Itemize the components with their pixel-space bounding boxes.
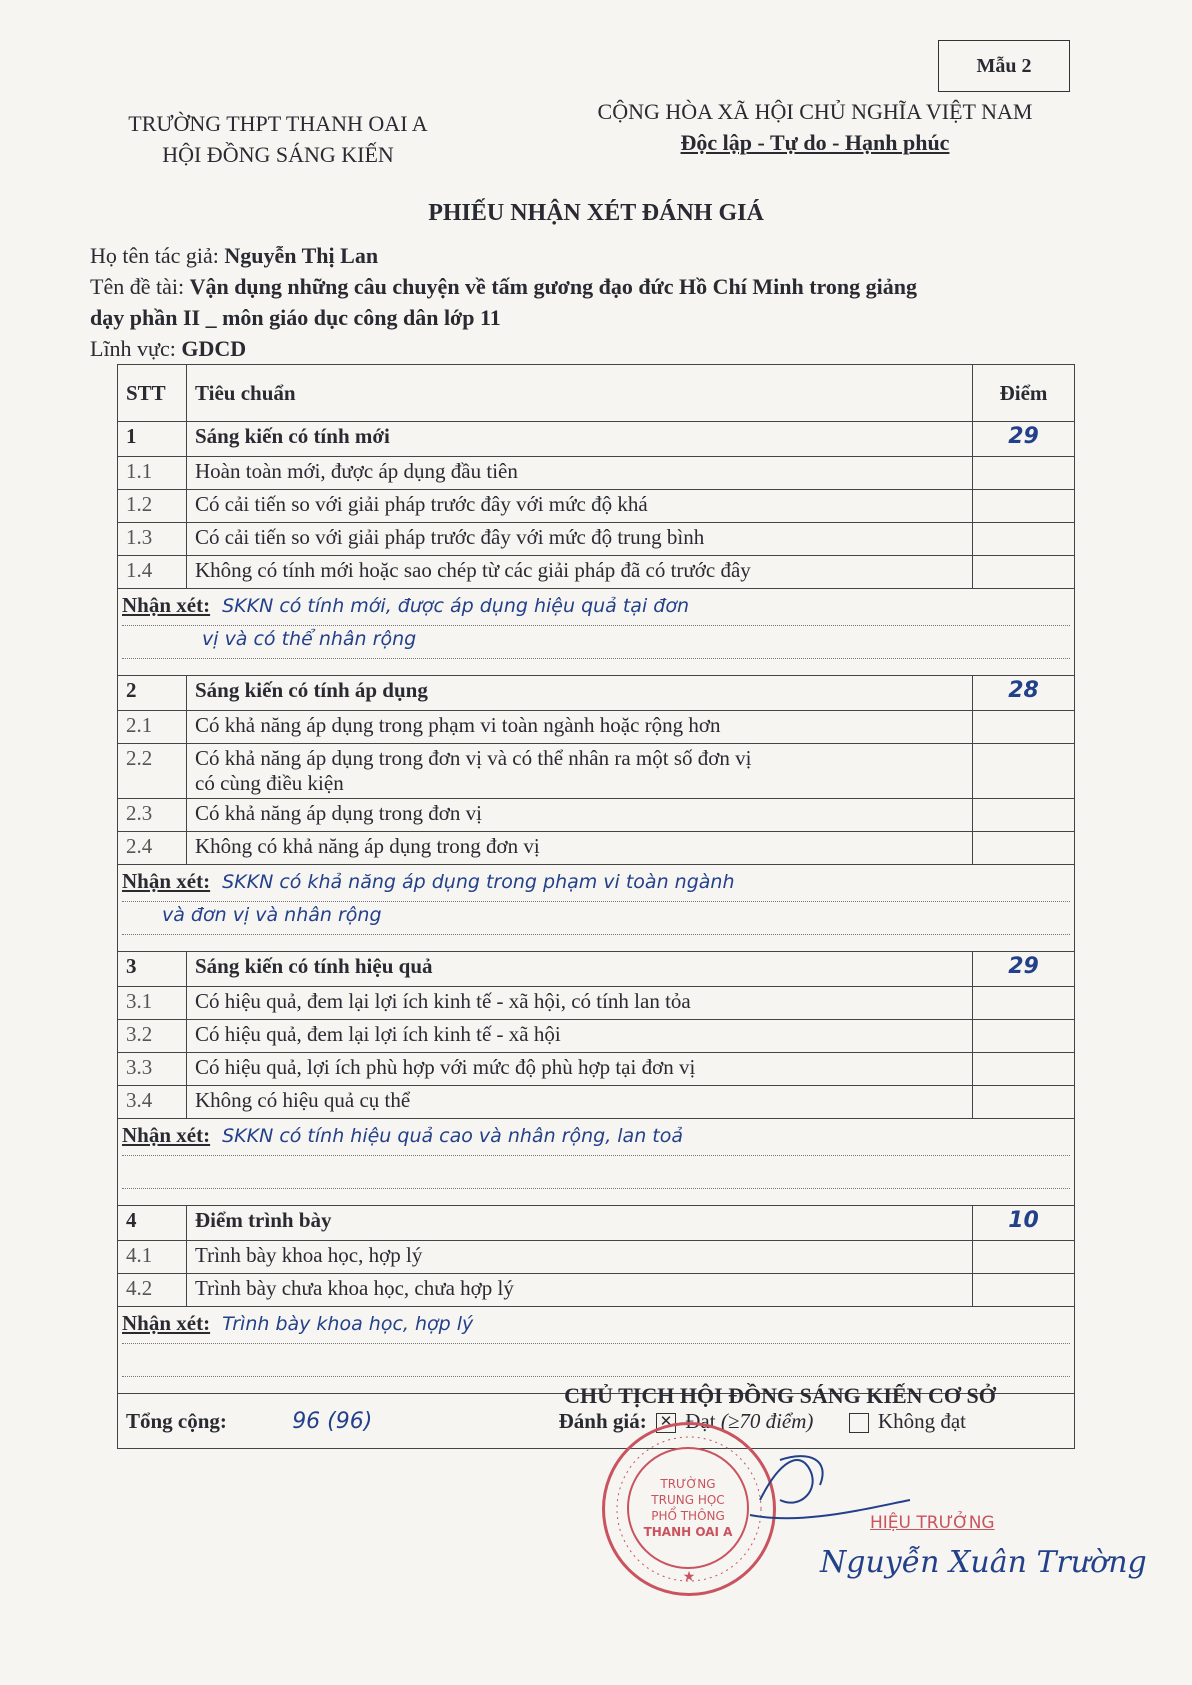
- col-criteria: Tiêu chuẩn: [187, 365, 973, 422]
- item-text: Có cải tiến so với giải pháp trước đây với mức độ trung bình: [187, 523, 973, 556]
- comment-label: Nhận xét:: [122, 593, 211, 617]
- stamp-line: TRƯỜNG: [660, 1477, 716, 1491]
- comment-label: Nhận xét:: [122, 1311, 211, 1335]
- motto: Độc lập - Tự do - Hạnh phúc: [680, 130, 950, 155]
- comment-text: SKKN có tính mới, được áp dụng hiệu quả tại đơn: [222, 595, 689, 617]
- author-line: [90, 240, 1090, 271]
- header-right: [530, 96, 1100, 158]
- author-name: Nguyễn Thị Lan: [224, 243, 379, 268]
- field-label: Lĩnh vực:: [90, 336, 176, 361]
- signature-role: CHỦ TỊCH HỘI ĐỒNG SÁNG KIẾN CƠ SỞ: [564, 1383, 996, 1408]
- item-text-cont: có cùng điều kiện: [195, 771, 344, 795]
- item-no: 1.3: [118, 523, 187, 556]
- group-no: 4: [118, 1206, 187, 1241]
- group-score: 29: [973, 422, 1075, 457]
- group-title: Sáng kiến có tính hiệu quả: [187, 952, 973, 987]
- fail-checkbox: [849, 1413, 869, 1433]
- item-no: 3.1: [118, 987, 187, 1020]
- header-left: [88, 108, 468, 170]
- fail-label: Không đạt: [877, 1408, 966, 1433]
- item-text: Có khả năng áp dụng trong phạm vi toàn ngành hoặc rộng hơn: [187, 711, 973, 744]
- item-text: Trình bày chưa khoa học, chưa hợp lý: [187, 1274, 973, 1307]
- comment-label: Nhận xét:: [122, 869, 211, 893]
- group-score: 10: [973, 1206, 1075, 1241]
- item-no: 1.1: [118, 457, 187, 490]
- item-text: Không có khả năng áp dụng trong đơn vị: [187, 832, 973, 865]
- group-no: 2: [118, 676, 187, 711]
- comment-row: [118, 865, 1075, 952]
- table-row: [118, 490, 1075, 523]
- comment-row: [118, 589, 1075, 676]
- comment-text-cont: vị và có thể nhân rộng: [202, 628, 417, 650]
- stamp-text: [627, 1447, 749, 1569]
- group-score: 28: [973, 676, 1075, 711]
- item-no: 3.4: [118, 1086, 187, 1119]
- table-row: [118, 1086, 1075, 1119]
- item-text: Có hiệu quả, đem lại lợi ích kinh tế - xã hội: [187, 1020, 973, 1053]
- field-value: GDCD: [181, 336, 247, 361]
- table-row: [118, 987, 1075, 1020]
- pass-label: Đạt: [685, 1408, 716, 1433]
- stamp-line: PHỔ THÔNG: [651, 1509, 725, 1523]
- item-text: Có khả năng áp dụng trong đơn vị: [187, 799, 973, 832]
- item-no: 2.2: [118, 744, 187, 799]
- comment-text: Trình bày khoa học, hợp lý: [222, 1313, 474, 1335]
- item-text: Không có hiệu quả cụ thể: [187, 1086, 973, 1119]
- pass-checkbox: ✕: [656, 1413, 676, 1433]
- comment-text-cont: và đơn vị và nhân rộng: [162, 904, 382, 926]
- group-title: Sáng kiến có tính mới: [187, 422, 973, 457]
- item-no: 1.4: [118, 556, 187, 589]
- table-row: [118, 799, 1075, 832]
- group-row: [118, 422, 1075, 457]
- comment-text: SKKN có tính hiệu quả cao và nhân rộng, lan toả: [222, 1125, 683, 1147]
- item-no: 2.4: [118, 832, 187, 865]
- table-row: [118, 457, 1075, 490]
- comment-text: SKKN có khả năng áp dụng trong phạm vi toàn ngành: [222, 871, 735, 893]
- pass-note: (≥70 điểm): [720, 1408, 814, 1433]
- col-stt: STT: [118, 365, 187, 422]
- field-line: [90, 333, 1090, 364]
- group-title: Sáng kiến có tính áp dụng: [187, 676, 973, 711]
- group-title: Điểm trình bày: [187, 1206, 973, 1241]
- item-text: Có hiệu quả, lợi ích phù hợp với mức độ phù hợp tại đơn vị: [187, 1053, 973, 1086]
- table-row: [118, 1274, 1075, 1307]
- group-row: [118, 952, 1075, 987]
- council-name: HỘI ĐỒNG SÁNG KIẾN: [162, 142, 394, 167]
- topic-name: Vận dụng những câu chuyện về tấm gương đạo đức Hồ Chí Minh trong giảng: [189, 274, 917, 299]
- item-no: 1.2: [118, 490, 187, 523]
- svg-text:★: ★: [682, 1569, 696, 1585]
- page-title: PHIẾU NHẬN XÉT ĐÁNH GIÁ: [428, 200, 764, 226]
- item-no: 3.3: [118, 1053, 187, 1086]
- country-name: CỘNG HÒA XÃ HỘI CHỦ NGHĨA VIỆT NAM: [597, 99, 1033, 124]
- group-row: [118, 1206, 1075, 1241]
- topic-name-cont: dạy phần II _ môn giáo dục công dân lớp 11: [90, 305, 501, 330]
- table-row: [118, 744, 1075, 799]
- item-no: 2.3: [118, 799, 187, 832]
- comment-row: [118, 1119, 1075, 1206]
- criteria-table: [117, 364, 1075, 1449]
- table-header: [118, 365, 1075, 422]
- item-text: Có cải tiến so với giải pháp trước đây với mức độ khá: [187, 490, 973, 523]
- table-row: [118, 1241, 1075, 1274]
- item-no: 3.2: [118, 1020, 187, 1053]
- item-text: Hoàn toàn mới, được áp dụng đầu tiên: [187, 457, 973, 490]
- item-text: Không có tính mới hoặc sao chép từ các giải pháp đã có trước đây: [187, 556, 973, 589]
- group-score: 29: [973, 952, 1075, 987]
- item-no: 4.1: [118, 1241, 187, 1274]
- topic-label: Tên đề tài:: [90, 274, 185, 299]
- comment-row: [118, 1307, 1075, 1394]
- stamp-line: THANH OAI A: [643, 1525, 733, 1539]
- table-row: [118, 523, 1075, 556]
- topic-line: [90, 271, 1090, 302]
- table-row: [118, 711, 1075, 744]
- item-text: Có khả năng áp dụng trong đơn vị và có thể nhân ra một số đơn vị: [195, 746, 752, 770]
- school-name: TRƯỜNG THPT THANH OAI A: [128, 111, 428, 136]
- group-row: [118, 676, 1075, 711]
- table-row: [118, 556, 1075, 589]
- col-points: Điểm: [973, 365, 1075, 422]
- total-label: Tổng cộng:: [126, 1408, 227, 1433]
- table-row: [118, 1020, 1075, 1053]
- eval-label: Đánh giá:: [558, 1408, 647, 1433]
- item-no: 4.2: [118, 1274, 187, 1307]
- group-no: 1: [118, 422, 187, 457]
- principal-title: HIỆU TRƯỞNG: [870, 1513, 995, 1533]
- total-score: 96 (96): [292, 1408, 373, 1434]
- table-row: [118, 1053, 1075, 1086]
- table-row: [118, 832, 1075, 865]
- item-text: Trình bày khoa học, hợp lý: [187, 1241, 973, 1274]
- document-info: [90, 240, 1090, 364]
- item-no: 2.1: [118, 711, 187, 744]
- group-no: 3: [118, 952, 187, 987]
- item-text: Có hiệu quả, đem lại lợi ích kinh tế - xã hội, có tính lan tỏa: [187, 987, 973, 1020]
- form-code: Mẫu 2: [938, 40, 1070, 92]
- author-label: Họ tên tác giả:: [90, 243, 219, 268]
- principal-name: Nguyễn Xuân Trường: [820, 1545, 1147, 1580]
- comment-label: Nhận xét:: [122, 1123, 211, 1147]
- stamp-line: TRUNG HỌC: [651, 1493, 725, 1507]
